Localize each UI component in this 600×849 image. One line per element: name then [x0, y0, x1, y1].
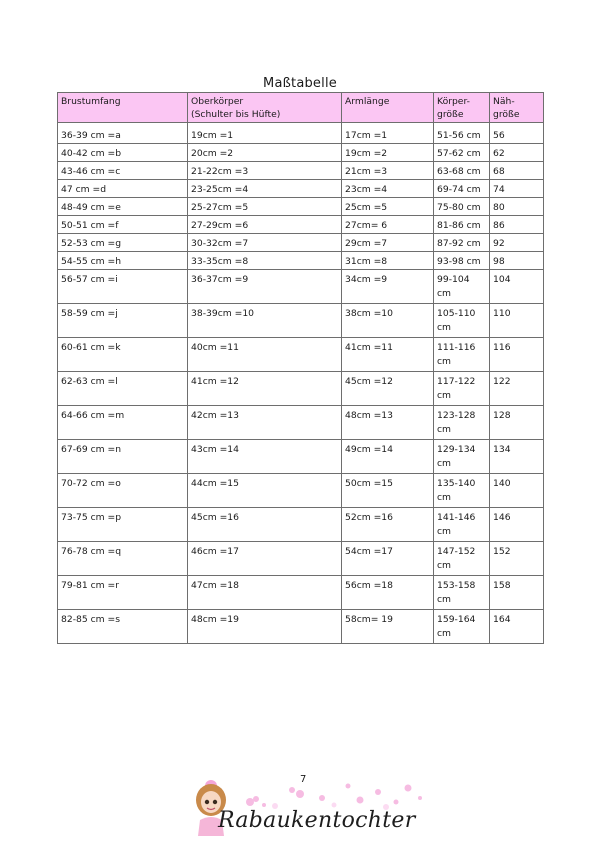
column-header-line: größe [437, 109, 464, 120]
cell-line: 134 [493, 444, 511, 455]
cell-line: 123-128 [437, 410, 476, 421]
table-cell [434, 440, 490, 474]
cell-line: 17cm =1 [345, 130, 388, 141]
table-cell [434, 270, 490, 304]
cell-line: 52-53 cm =g [61, 238, 122, 249]
table-cell [434, 372, 490, 406]
table-cell [490, 576, 544, 610]
table-cell [342, 440, 434, 474]
table-cell [342, 576, 434, 610]
cell-line: 74 [493, 184, 505, 195]
table-row [58, 144, 544, 162]
table-cell [342, 304, 434, 338]
cell-line: 21-22cm =3 [191, 166, 249, 177]
cell-line: 25cm =5 [345, 202, 388, 213]
table-cell [342, 542, 434, 576]
table-cell [490, 216, 544, 234]
table-cell [490, 542, 544, 576]
cell-line: 86 [493, 220, 505, 231]
table-cell [342, 372, 434, 406]
table-cell [188, 440, 342, 474]
table-row [58, 440, 544, 474]
table-row [58, 162, 544, 180]
cell-line: 44cm =15 [191, 478, 240, 489]
cell-line: 47cm =18 [191, 580, 240, 591]
cell-line: 105-110 [437, 308, 476, 319]
cell-line: 87-92 cm [437, 238, 481, 249]
table-cell [188, 162, 342, 180]
cell-line: cm [437, 458, 452, 469]
cell-line: 79-81 cm =r [61, 580, 120, 591]
footer [190, 768, 430, 838]
table-cell [342, 234, 434, 252]
cell-line: 104 [493, 274, 511, 285]
table-cell [490, 338, 544, 372]
cell-line: 64-66 cm =m [61, 410, 125, 421]
table-cell [434, 180, 490, 198]
cell-line: 117-122 [437, 376, 476, 387]
cell-line: 140 [493, 478, 511, 489]
table-cell [434, 542, 490, 576]
cell-line: cm [437, 322, 452, 333]
cell-line: cm [437, 594, 452, 605]
table-cell [434, 610, 490, 644]
cell-line: 93-98 cm [437, 256, 481, 267]
header-row [58, 93, 544, 123]
table-cell [58, 542, 188, 576]
size-table [57, 92, 544, 644]
cell-line: 75-80 cm [437, 202, 481, 213]
cell-line: cm [437, 356, 452, 367]
column-header-line: (Schulter bis Hüfte) [191, 109, 281, 120]
table-cell [490, 162, 544, 180]
cell-line: 50cm =15 [345, 478, 394, 489]
table-cell [58, 162, 188, 180]
table-cell [342, 198, 434, 216]
cell-line: cm [437, 628, 452, 639]
cell-line: 47 cm =d [61, 184, 107, 195]
table-row [58, 338, 544, 372]
cell-line: cm [437, 526, 452, 537]
cell-line: 45cm =12 [345, 376, 394, 387]
cell-line: 34cm =9 [345, 274, 388, 285]
cell-line: cm [437, 492, 452, 503]
cell-line: 76-78 cm =q [61, 546, 122, 557]
table-cell [342, 180, 434, 198]
cell-line: 57-62 cm [437, 148, 481, 159]
table-row [58, 304, 544, 338]
page-title: Maßtabelle [263, 76, 337, 91]
table-cell [490, 123, 544, 144]
table-cell [58, 576, 188, 610]
table-cell [188, 216, 342, 234]
table-row [58, 542, 544, 576]
table-cell [58, 123, 188, 144]
table-cell [342, 338, 434, 372]
cell-line: 40-42 cm =b [61, 148, 122, 159]
table-row [58, 372, 544, 406]
cell-line: cm [437, 560, 452, 571]
cell-line: 146 [493, 512, 511, 523]
table-cell [490, 372, 544, 406]
cell-line: cm [437, 288, 452, 299]
cell-line: 152 [493, 546, 511, 557]
table-cell [434, 338, 490, 372]
table-cell [58, 610, 188, 644]
cell-line: 23cm =4 [345, 184, 388, 195]
column-header-line: größe [493, 109, 520, 120]
cell-line: 158 [493, 580, 511, 591]
cell-line: 82-85 cm =s [61, 614, 121, 625]
table-cell [434, 474, 490, 508]
table-cell [188, 610, 342, 644]
table-cell [434, 123, 490, 144]
cell-line: 56-57 cm =i [61, 274, 118, 285]
cell-line: 60-61 cm =k [61, 342, 121, 353]
cell-line: 40cm =11 [191, 342, 240, 353]
cell-line: 135-140 [437, 478, 476, 489]
cell-line: cm [437, 424, 452, 435]
table-cell [342, 270, 434, 304]
cell-line: 129-134 [437, 444, 476, 455]
table-cell [58, 440, 188, 474]
table-cell [188, 304, 342, 338]
cell-line: 21cm =3 [345, 166, 388, 177]
table-cell [58, 180, 188, 198]
cell-line: 41cm =11 [345, 342, 394, 353]
table-row [58, 406, 544, 440]
column-header [58, 93, 188, 123]
cell-line: 58-59 cm =j [61, 308, 118, 319]
cell-line: 128 [493, 410, 511, 421]
cell-line: 56cm =18 [345, 580, 394, 591]
table-cell [434, 144, 490, 162]
cell-line: 73-75 cm =p [61, 512, 122, 523]
flowers-icon [230, 772, 430, 812]
cell-line: 52cm =16 [345, 512, 394, 523]
table-cell [490, 304, 544, 338]
cell-line: 23-25cm =4 [191, 184, 249, 195]
table-row [58, 198, 544, 216]
column-header [188, 93, 342, 123]
table-cell [58, 270, 188, 304]
table-cell [188, 144, 342, 162]
cell-line: 36-37cm =9 [191, 274, 249, 285]
table-cell [342, 406, 434, 440]
cell-line: 70-72 cm =o [61, 478, 121, 489]
table-cell [434, 508, 490, 542]
table-cell [434, 198, 490, 216]
cell-line: 122 [493, 376, 511, 387]
cell-line: 42cm =13 [191, 410, 240, 421]
cell-line: 56 [493, 130, 505, 141]
cell-line: 68 [493, 166, 505, 177]
cell-line: 62 [493, 148, 505, 159]
table-cell [434, 252, 490, 270]
table-cell [434, 216, 490, 234]
table-cell [58, 198, 188, 216]
cell-line: 164 [493, 614, 511, 625]
cell-line: 38-39cm =10 [191, 308, 255, 319]
cell-line: 62-63 cm =l [61, 376, 118, 387]
table-cell [342, 144, 434, 162]
table-cell [188, 270, 342, 304]
table-cell [342, 610, 434, 644]
cell-line: 63-68 cm [437, 166, 481, 177]
table-cell [490, 610, 544, 644]
table-cell [188, 372, 342, 406]
cell-line: 116 [493, 342, 511, 353]
cell-line: 50-51 cm =f [61, 220, 119, 231]
cell-line: 141-146 [437, 512, 476, 523]
column-header-line: Näh- [493, 96, 515, 107]
cell-line: 20cm =2 [191, 148, 234, 159]
cell-line: 58cm= 19 [345, 614, 394, 625]
table-cell [188, 542, 342, 576]
table-cell [490, 144, 544, 162]
table-cell [188, 338, 342, 372]
table-cell [342, 123, 434, 144]
column-header [434, 93, 490, 123]
table-cell [342, 252, 434, 270]
table-cell [342, 508, 434, 542]
column-header-line: Oberkörper [191, 96, 244, 107]
table-cell [434, 234, 490, 252]
table-row [58, 270, 544, 304]
cell-line: 99-104 [437, 274, 470, 285]
cell-line: 29cm =7 [345, 238, 388, 249]
table-cell [188, 198, 342, 216]
table-cell [58, 338, 188, 372]
size-table-header [58, 93, 544, 123]
table-cell [490, 406, 544, 440]
cell-line: 159-164 [437, 614, 476, 625]
cell-line: 92 [493, 238, 505, 249]
cell-line: 30-32cm =7 [191, 238, 249, 249]
table-cell [58, 304, 188, 338]
table-cell [434, 406, 490, 440]
table-cell [490, 508, 544, 542]
cell-line: 43cm =14 [191, 444, 240, 455]
table-cell [58, 372, 188, 406]
table-cell [58, 508, 188, 542]
table-cell [490, 198, 544, 216]
cell-line: 33-35cm =8 [191, 256, 249, 267]
cell-line: 51-56 cm [437, 130, 481, 141]
cell-line: 31cm =8 [345, 256, 388, 267]
table-row [58, 180, 544, 198]
table-cell [58, 216, 188, 234]
cell-line: 67-69 cm =n [61, 444, 122, 455]
cell-line: 48cm =19 [191, 614, 240, 625]
cell-line: 48cm =13 [345, 410, 394, 421]
cell-line: 147-152 [437, 546, 476, 557]
table-cell [58, 474, 188, 508]
cell-line: 81-86 cm [437, 220, 481, 231]
table-cell [490, 270, 544, 304]
table-cell [188, 180, 342, 198]
cell-line: 80 [493, 202, 505, 213]
table-row [58, 216, 544, 234]
table-cell [58, 252, 188, 270]
table-row [58, 234, 544, 252]
table-cell [342, 216, 434, 234]
cell-line: 25-27cm =5 [191, 202, 249, 213]
table-row [58, 252, 544, 270]
table-row [58, 474, 544, 508]
cell-line: 38cm =10 [345, 308, 394, 319]
cell-line: 111-116 [437, 342, 476, 353]
brand-logo-text: Rabaukentochter [218, 808, 416, 833]
cell-line: 46cm =17 [191, 546, 240, 557]
table-cell [188, 234, 342, 252]
column-header-line: Brustumfang [61, 96, 121, 107]
table-cell [490, 474, 544, 508]
cell-line: 98 [493, 256, 505, 267]
table-row [58, 123, 544, 144]
table-cell [188, 406, 342, 440]
table-cell [58, 144, 188, 162]
cell-line: 41cm =12 [191, 376, 240, 387]
table-cell [188, 508, 342, 542]
table-cell [188, 474, 342, 508]
cell-line: 19cm =2 [345, 148, 388, 159]
cell-line: 27cm= 6 [345, 220, 388, 231]
table-cell [58, 406, 188, 440]
table-cell [490, 440, 544, 474]
table-cell [490, 234, 544, 252]
cell-line: 49cm =14 [345, 444, 394, 455]
size-table-body [58, 123, 544, 644]
column-header [342, 93, 434, 123]
column-header [490, 93, 544, 123]
cell-line: 45cm =16 [191, 512, 240, 523]
table-cell [342, 474, 434, 508]
column-header-line: Körper- [437, 96, 470, 107]
cell-line: 69-74 cm [437, 184, 481, 195]
cell-line: 54cm =17 [345, 546, 394, 557]
cell-line: 27-29cm =6 [191, 220, 249, 231]
cell-line: 43-46 cm =c [61, 166, 121, 177]
table-cell [188, 123, 342, 144]
table-cell [434, 304, 490, 338]
table-row [58, 508, 544, 542]
table-cell [434, 162, 490, 180]
cell-line: 110 [493, 308, 511, 319]
cell-line: 19cm =1 [191, 130, 234, 141]
cell-line: 48-49 cm =e [61, 202, 121, 213]
table-cell [490, 252, 544, 270]
table-row [58, 610, 544, 644]
table-cell [434, 576, 490, 610]
table-cell [490, 180, 544, 198]
cell-line: 54-55 cm =h [61, 256, 122, 267]
cell-line: cm [437, 390, 452, 401]
page-number: 7 [300, 774, 307, 785]
column-header-line: Armlänge [345, 96, 390, 107]
table-cell [188, 252, 342, 270]
cell-line: 153-158 [437, 580, 476, 591]
table-row [58, 576, 544, 610]
table-cell [188, 576, 342, 610]
table-cell [342, 162, 434, 180]
table-cell [58, 234, 188, 252]
cell-line: 36-39 cm =a [61, 130, 121, 141]
